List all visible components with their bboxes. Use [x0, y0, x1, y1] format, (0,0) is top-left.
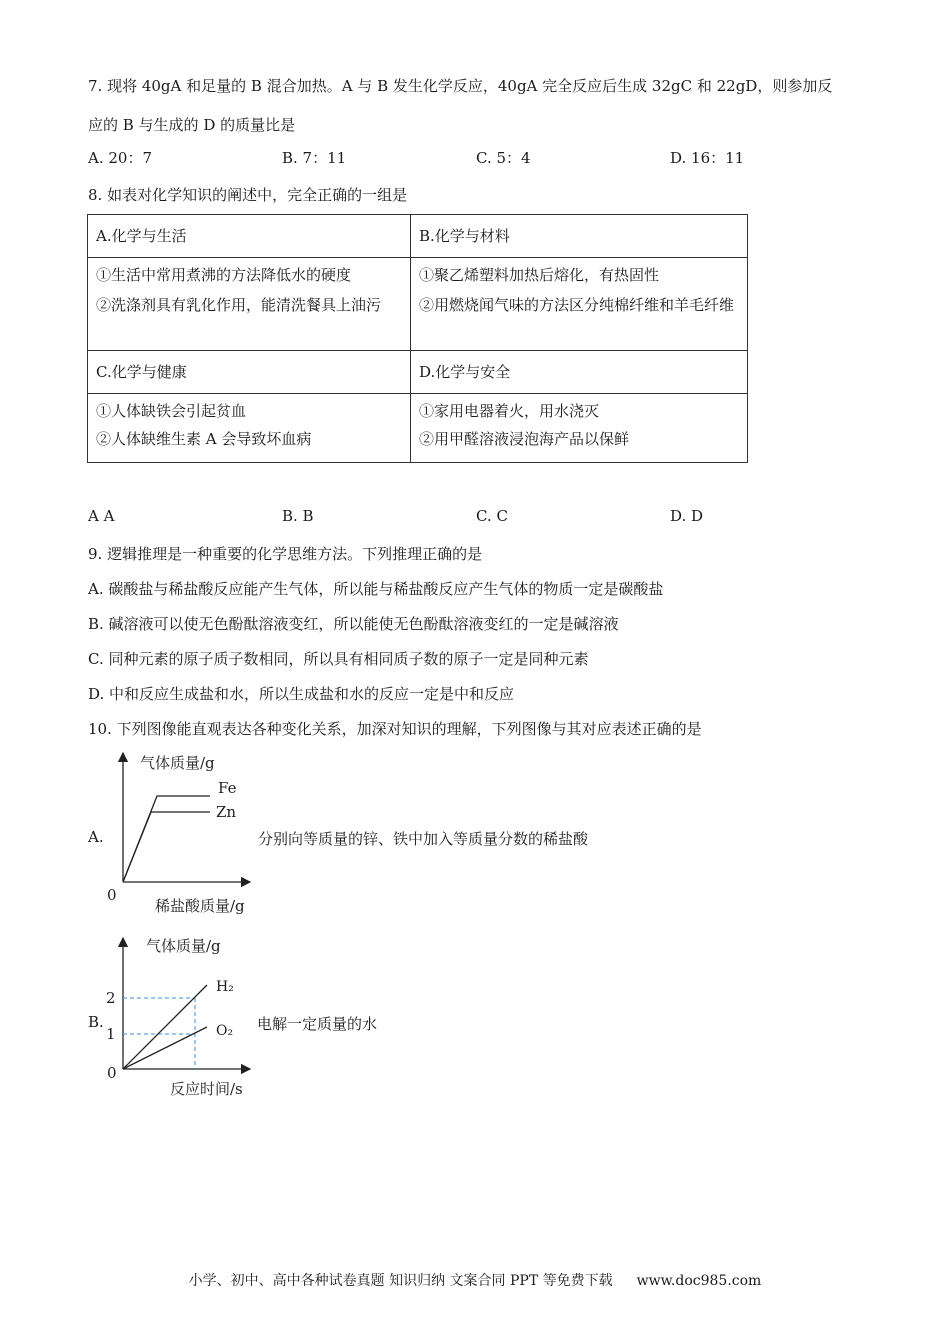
graph-a-xlabel: 稀盐酸质量/g — [155, 897, 245, 915]
q7-line2: 应的 B 与生成的 D 的质量比是 — [88, 116, 296, 134]
q8-option-b: B. B — [282, 507, 314, 525]
table-a-line-2: ②洗涤剂具有乳化作用，能清洗餐具上油污 — [96, 296, 382, 314]
q8-stem: 8. 如表对化学知识的阐述中，完全正确的一组是 — [88, 186, 408, 204]
table-cell-d-body — [411, 394, 748, 463]
table-d-line-1: ①家用电器着火，用水浇灭 — [419, 402, 600, 420]
graph-a-ylabel: 气体质量/g — [140, 754, 215, 772]
q9-option-d: D. 中和反应生成盐和水，所以生成盐和水的反应一定是中和反应 — [88, 685, 515, 703]
q7-option-d: D. 16：11 — [670, 149, 745, 167]
table-cell-b-body — [411, 258, 748, 351]
graph-a-fe-line — [123, 796, 210, 882]
table-c-line-2: ②人体缺维生素 A 会导致坏血病 — [96, 430, 312, 448]
table-d-line-2: ②用甲醛溶液浸泡海产品以保鲜 — [419, 430, 630, 448]
graph-a-origin: 0 — [107, 886, 117, 904]
q10-option-a-description: 分别向等质量的锌、铁中加入等质量分数的稀盐酸 — [258, 830, 589, 848]
q8-option-d: D. D — [670, 507, 704, 525]
q7-option-a: A. 20：7 — [88, 149, 152, 167]
q7-option-b: B. 7：11 — [282, 149, 347, 167]
q10-option-b-label: B. — [88, 1013, 104, 1031]
q9-option-b: B. 碱溶液可以使无色酚酞溶液变红，所以能使无色酚酞溶液变红的一定是碱溶液 — [88, 615, 619, 633]
table-c-line-1: ①人体缺铁会引起贫血 — [96, 402, 247, 420]
q7-option-c: C. 5：4 — [476, 149, 531, 167]
q8-knowledge-table — [87, 214, 748, 463]
table-cell-c-title: C.化学与健康 — [88, 351, 411, 394]
graph-b-xlabel: 反应时间/s — [170, 1080, 243, 1098]
footer-site-link[interactable]: www.doc985.com — [636, 1273, 762, 1289]
q9-option-c: C. 同种元素的原子质子数相同，所以具有相同质子数的原子一定是同种元素 — [88, 650, 589, 668]
graph-a-zn-label: Zn — [216, 803, 237, 821]
q8-option-a: A A — [88, 507, 115, 525]
q7-options — [88, 147, 888, 171]
graph-b — [100, 930, 270, 1105]
graph-a-zn-line — [123, 812, 210, 882]
page-footer — [0, 1270, 950, 1290]
q8-options — [88, 507, 888, 531]
table-b-line-1: ①聚乙烯塑料加热后熔化，有热固性 — [419, 266, 660, 284]
table-cell-b-title: B.化学与材料 — [411, 215, 748, 258]
graph-b-h2-label: H₂ — [216, 979, 234, 995]
q9-stem: 9. 逻辑推理是一种重要的化学思维方法。下列推理正确的是 — [88, 545, 483, 563]
graph-a — [100, 745, 270, 920]
table-cell-a-body — [88, 258, 411, 351]
table-a-line-1: ①生活中常用煮沸的方法降低水的硬度 — [96, 266, 352, 284]
graph-b-o2-label: O₂ — [216, 1023, 234, 1039]
q10-stem: 10. 下列图像能直观表达各种变化关系，加深对知识的理解，下列图像与其对应表述正确的是 — [88, 720, 702, 738]
q8-option-c: C. C — [476, 507, 508, 525]
graph-a-fe-label: Fe — [218, 779, 237, 797]
q7-line1: 7. 现将 40gA 和足量的 B 混合加热。A 与 B 发生化学反应，40gA 完全反应后生成 32gC 和 22gD，则参加反 — [88, 77, 833, 95]
table-cell-d-title: D.化学与安全 — [411, 351, 748, 394]
table-cell-c-body — [88, 394, 411, 463]
footer-text: 小学、初中、高中各种试卷真题 知识归纳 文案合同 PPT 等免费下载 — [188, 1273, 613, 1289]
graph-b-ylabel: 气体质量/g — [146, 937, 221, 955]
q10-option-a-label: A. — [88, 828, 104, 846]
graph-b-o2-line — [123, 1027, 207, 1069]
q10-option-b-description: 电解一定质量的水 — [257, 1015, 378, 1033]
table-cell-a-title: A.化学与生活 — [88, 215, 411, 258]
graph-b-origin: 0 — [107, 1064, 117, 1082]
q9-option-a: A. 碳酸盐与稀盐酸反应能产生气体，所以能与稀盐酸反应产生气体的物质一定是碳酸盐 — [88, 580, 664, 598]
graph-b-tick-1: 1 — [106, 1025, 116, 1043]
table-b-line-2: ②用燃烧闻气味的方法区分纯棉纤维和羊毛纤维 — [419, 296, 735, 314]
graph-b-tick-2: 2 — [106, 989, 116, 1007]
